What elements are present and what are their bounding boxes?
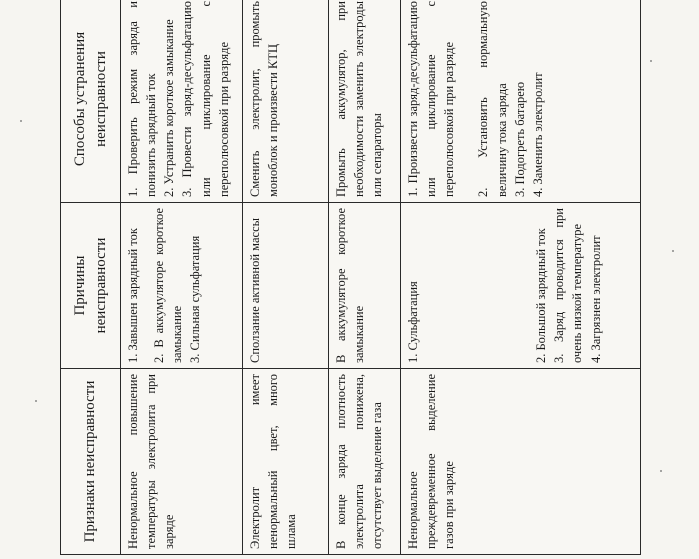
causes-cell xyxy=(243,203,329,369)
remedy-item: 3. Провести заряд-десульфатацию или циклирование с переполюсовкой при разряде xyxy=(180,1,231,197)
header-causes: Причины неисправности xyxy=(61,203,121,369)
remedy-item: 3. Подогреть батарею xyxy=(512,81,527,197)
remedies-cell xyxy=(329,0,401,203)
remedy-item: 1. Проверить режим заряда и понизить зарядный ток xyxy=(126,1,159,197)
symptom-text: В конце заряда плотность электролита понижена, отсутствует выделение газа xyxy=(334,374,385,549)
table-row xyxy=(243,0,329,555)
cause-item: 4. Загрязнен электролит xyxy=(588,235,603,363)
remedy-item: 2. Установить нормальную величину тока заряда xyxy=(476,1,509,197)
remedy-item: 1. Произвести заряд-десульфатацию или циклирование с переполюсовкой при разряде xyxy=(406,1,457,197)
cause-item: 3. Сильная сульфатация xyxy=(188,235,203,363)
remedy-item: Промыть аккумулятор, при необходимости заменить электроды или сепараторы xyxy=(334,1,385,197)
remedies-cell xyxy=(121,0,243,203)
symptom-cell xyxy=(243,369,329,555)
header-remedies: Способы устранения неисправности xyxy=(61,0,121,203)
symptom-text: Электролит имеет ненормальный цвет, много шлама xyxy=(248,374,299,549)
symptom-cell xyxy=(121,369,243,555)
cause-item: 1. Сульфатация xyxy=(406,281,420,363)
header-row xyxy=(61,0,121,555)
table-row xyxy=(329,0,401,555)
table-row xyxy=(121,0,243,555)
scan-speck xyxy=(660,470,662,472)
symptom-cell xyxy=(329,369,401,555)
causes-cell xyxy=(401,203,641,369)
cause-item: В аккумуляторе короткое замыкание xyxy=(334,208,367,363)
cause-item: 2. Большой зарядный ток xyxy=(534,228,549,363)
symptom-text: Ненормальное повышение температуры электролита при заряде xyxy=(126,374,177,549)
remedy-item: 4. Заменить электролит xyxy=(530,72,545,197)
symptom-text: Ненормальное преждевременное выделение газов при заряде xyxy=(406,374,457,549)
table-row xyxy=(401,0,641,555)
remedy-item: Сменить электролит, промыть моноблок и произвести КТЦ xyxy=(248,1,281,197)
causes-cell xyxy=(329,203,401,369)
scan-speck xyxy=(35,400,37,402)
symptom-cell xyxy=(401,369,641,555)
scan-speck xyxy=(650,60,652,62)
scan-speck xyxy=(20,120,22,122)
cause-item: 1. Завышен зарядный ток xyxy=(126,228,140,363)
scan-speck xyxy=(672,250,674,252)
cause-item: Сползание активной массы xyxy=(248,217,262,363)
header-symptoms: Признаки неисправности xyxy=(61,369,121,555)
remedy-item: 2. Устранить короткое замыкание xyxy=(162,19,177,197)
cause-item: 3. Заряд проводится при очень низкой температуре xyxy=(552,208,585,363)
remedies-cell xyxy=(243,0,329,203)
remedies-cell xyxy=(401,0,641,203)
causes-cell xyxy=(121,203,243,369)
faults-table xyxy=(60,0,641,555)
cause-item: 2. В аккумуляторе короткое замыкание xyxy=(152,208,185,363)
